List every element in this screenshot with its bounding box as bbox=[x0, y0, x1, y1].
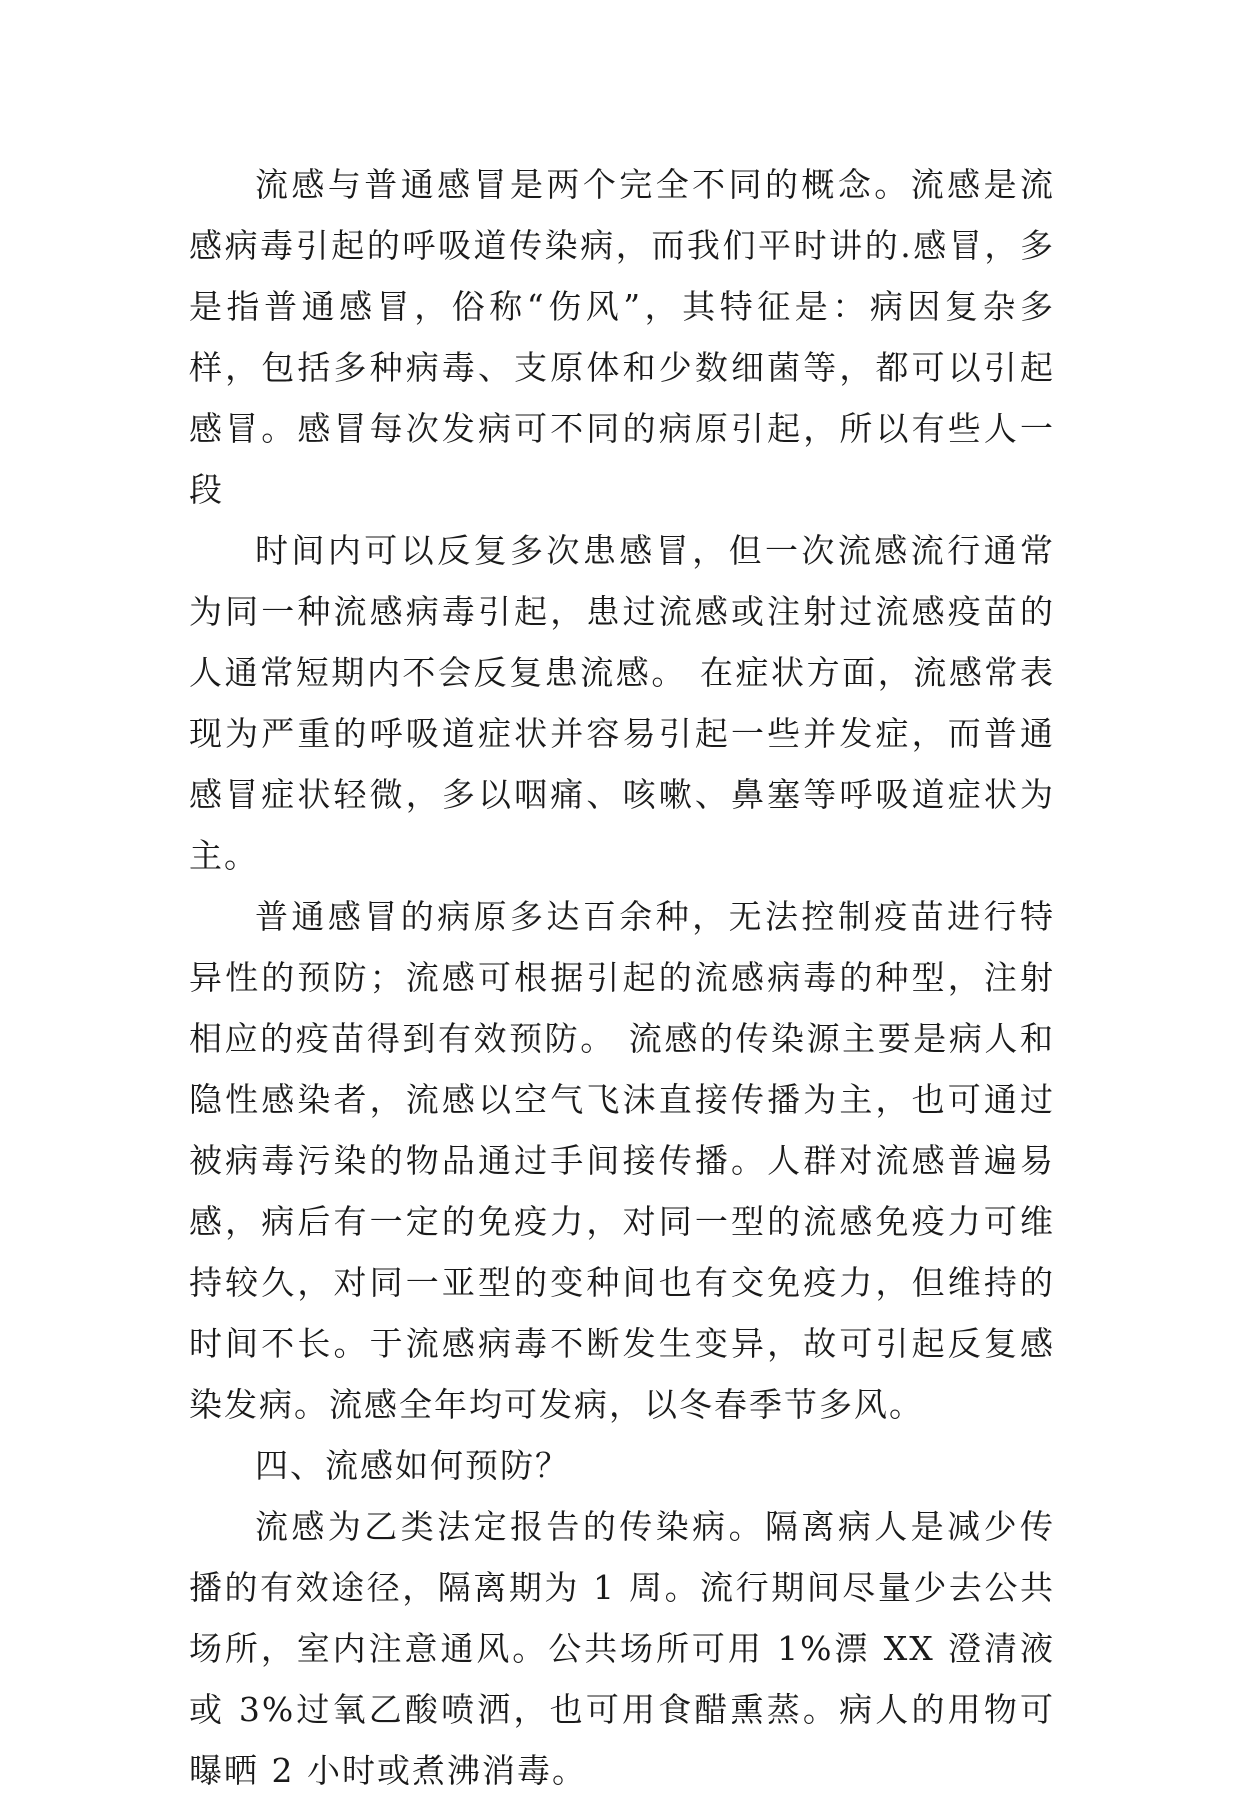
paragraph-symptoms: 时间内可以反复多次患感冒，但一次流感流行通常为同一种流感病毒引起，患过流感或注射过流感疫苗的人通常短期内不会反复患流感。 在症状方面，流感常表现为严重的呼吸道症状并容易引起一些并发症，而普通感冒症状轻微，多以咽痛、咳嗽、鼻塞等呼吸道症状为主。 bbox=[189, 531, 1055, 875]
document-body bbox=[189, 154, 1055, 1801]
section-heading-prevention: 四、流感如何预防？ bbox=[255, 1446, 570, 1485]
paragraph-prevention: 流感为乙类法定报告的传染病。隔离病人是减少传播的有效途径，隔离期为 1 周。流行期间尽量少去公共场所，室内注意通风。公共场所可用 1%漂 XX 澄清液或 3%过氧乙酸喷洒，也可用食醋熏蒸。病人的用物可曝晒 2 小时或煮沸消毒。 bbox=[189, 1507, 1055, 1790]
paragraph-transmission: 普通感冒的病原多达百余种，无法控制疫苗进行特异性的预防；流感可根据引起的流感病毒的种型，注射相应的疫苗得到有效预防。 流感的传染源主要是病人和隐性感染者，流感以空气飞沫直接传播为主，也可通过被病毒污染的物品通过手间接传播。人群对流感普遍易感，病后有一定的免疫力，对同一型的流感免疫力可维持较久，对同一亚型的变种间也有交免疫力，但维持的时间不长。于流感病毒不断发生变异，故可引起反复感染发病。流感全年均可发病，以冬春季节多风。 bbox=[189, 897, 1055, 1424]
paragraph-flu-vs-cold: 流感与普通感冒是两个完全不同的概念。流感是流感病毒引起的呼吸道传染病，而我们平时讲的.感冒，多是指普通感冒，俗称“伤风”，其特征是：病因复杂多样，包括多种病毒、支原体和少数细菌等，都可以引起感冒。感冒每次发病可不同的病原引起，所以有些人一段 bbox=[189, 165, 1055, 509]
